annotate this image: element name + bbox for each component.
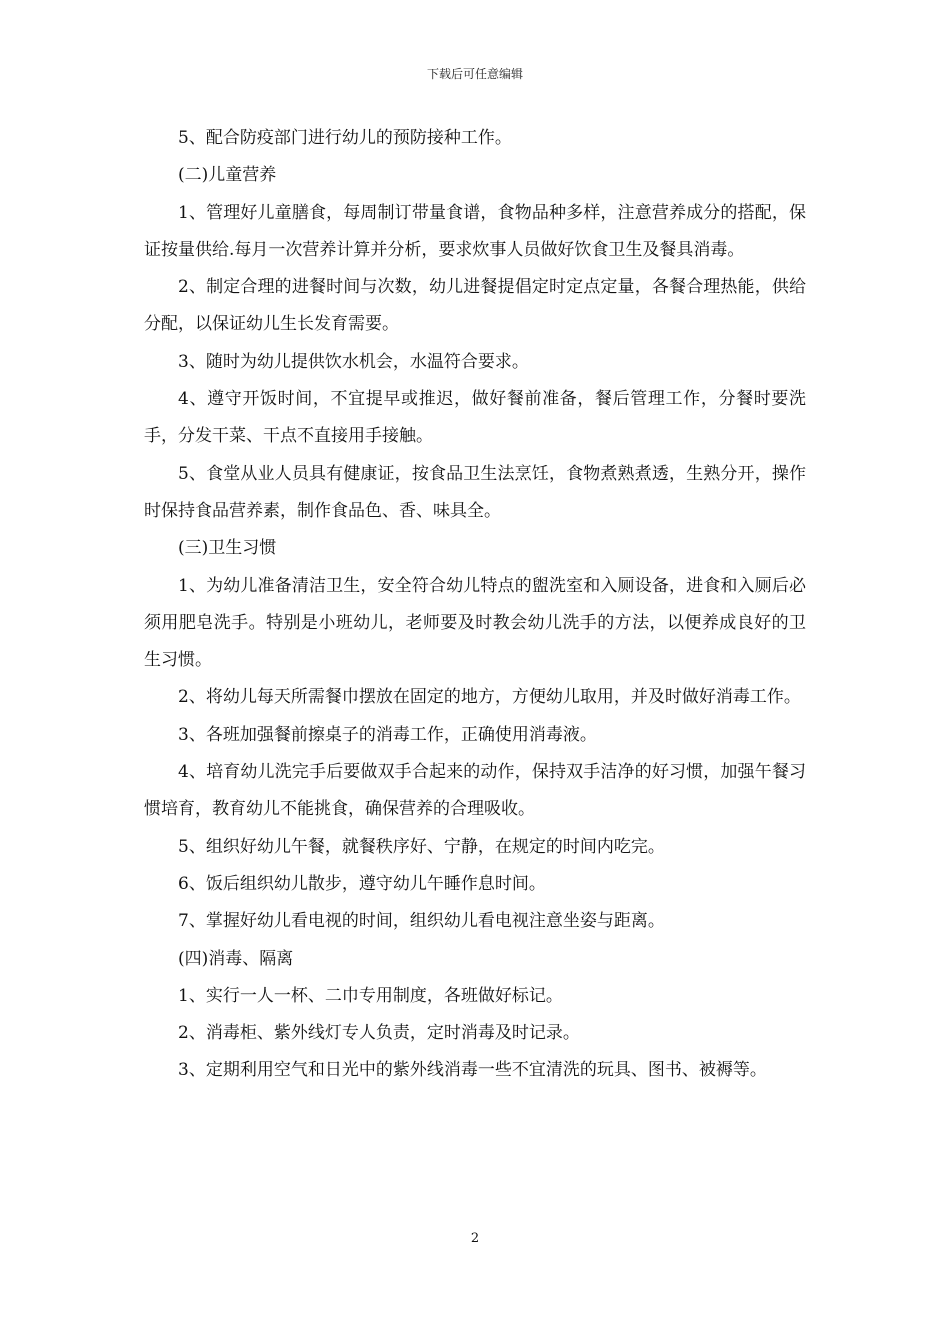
paragraph-after-meal-walk: 6、饭后组织幼儿散步，遵守幼儿午睡作息时间。: [178, 873, 546, 894]
page-number: 2: [470, 1231, 480, 1246]
paragraph-meal-management: 1、管理好儿童膳食，每周制订带量食谱，食物品种多样，注意营养成分的搭配，保证按量供给.每月一次营养计算并分析，要求炊事人员做好饮食卫生及餐具消毒。: [144, 202, 806, 260]
paragraph-canteen-staff: 5、食堂从业人员具有健康证，按食品卫生法烹饪，食物煮熟煮透，生熟分开，操作时保持食品营养素，制作食品色、香、味具全。: [144, 463, 806, 521]
page-header: 下载后可任意编辑: [426, 67, 523, 81]
section-heading-disinfection-isolation: (四)消毒、隔离: [178, 948, 294, 969]
paragraph-table-disinfection: 3、各班加强餐前擦桌子的消毒工作，正确使用消毒液。: [178, 724, 597, 745]
paragraph-vaccination: 5、配合防疫部门进行幼儿的预防接种工作。: [178, 128, 512, 148]
section-heading-hygiene-habits: (三)卫生习惯: [178, 538, 277, 559]
section-heading-child-nutrition: (二)儿童营养: [178, 165, 277, 186]
paragraph-uv-disinfection: 3、定期利用空气和日光中的紫外线消毒一些不宜清洗的玩具、图书、被褥等。: [178, 1060, 767, 1081]
paragraph-cup-towel: 1、实行一人一杯、二巾专用制度，各班做好标记。: [178, 985, 563, 1006]
paragraph-washrooms: 1、为幼儿准备清洁卫生，安全符合幼儿特点的盥洗室和入厕设备，进食和入厕后必须用肥皂洗手。特别是小班幼儿，老师要及时教会幼儿洗手的方法，以便养成良好的卫生习惯。: [144, 575, 806, 671]
paragraph-tv-time: 7、掌握好幼儿看电视的时间，组织幼儿看电视注意坐姿与距离。: [178, 911, 665, 932]
paragraph-napkins: 2、将幼儿每天所需餐巾摆放在固定的地方，方便幼儿取用，并及时做好消毒工作。: [178, 687, 801, 708]
paragraph-drinking-water: 3、随时为幼儿提供饮水机会，水温符合要求。: [178, 351, 529, 372]
paragraph-hand-habits: 4、培育幼儿洗完手后要做双手合起来的动作，保持双手洁净的好习惯，加强午餐习惯培育，教育幼儿不能挑食，确保营养的合理吸收。: [144, 762, 806, 820]
paragraph-lunch-order: 5、组织好幼儿午餐，就餐秩序好、宁静，在规定的时间内吃完。: [178, 836, 665, 857]
document-body: [144, 120, 806, 1090]
paragraph-disinfection-cabinet: 2、消毒柜、紫外线灯专人负责，定时消毒及时记录。: [178, 1023, 580, 1044]
paragraph-meal-schedule: 4、遵守开饭时间，不宜提早或推迟，做好餐前准备，餐后管理工作，分餐时要洗手，分发干菜、干点不直接用手接触。: [144, 389, 806, 447]
paragraph-meal-times: 2、制定合理的进餐时间与次数，幼儿进餐提倡定时定点定量，各餐合理热能，供给分配，以保证幼儿生长发育需要。: [144, 277, 806, 335]
